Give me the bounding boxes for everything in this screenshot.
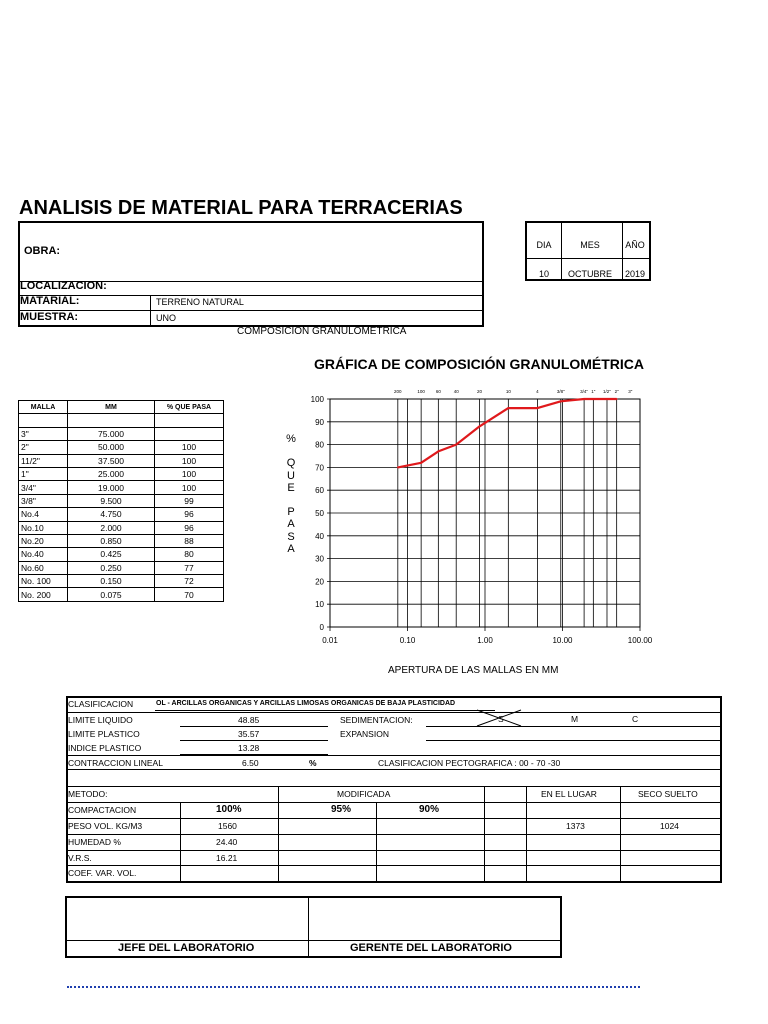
data-point	[437, 451, 439, 453]
y-tick-label: 70	[315, 463, 324, 473]
sieve-top-label: 20	[477, 389, 483, 394]
sieve-mm-cell: 0.150	[68, 575, 155, 588]
data-point	[583, 398, 585, 400]
obra-label: OBRA:	[24, 245, 61, 257]
y-tick-label: 30	[315, 554, 324, 564]
lp-label: LIMITE PLASTICO	[68, 729, 140, 739]
sed-label: SEDIMENTACION:	[340, 715, 413, 725]
ylabel-letter	[284, 445, 298, 457]
compactacion-label: COMPACTACION	[68, 805, 137, 815]
ylabel-letter: Q	[286, 457, 296, 470]
y-tick-label: 20	[315, 577, 324, 587]
sieve-mm-cell: 0.850	[68, 534, 155, 547]
sieve-top-label: 3/8"	[556, 389, 565, 394]
x-tick-label: 1.00	[477, 636, 493, 645]
ip-value: 13.28	[238, 743, 260, 753]
col-header-malla: MALLA	[19, 401, 68, 414]
sieve-malla-cell: 2"	[19, 441, 68, 454]
en-lugar-label: EN EL LUGAR	[541, 789, 597, 799]
cl-value: 6.50	[242, 758, 259, 768]
sieve-malla-cell: 3/8"	[19, 494, 68, 507]
y-tick-label: 50	[315, 509, 324, 518]
sieve-row	[19, 481, 224, 494]
chart-title: GRÁFICA DE COMPOSICIÓN GRANULOMÉTRICA	[314, 356, 645, 372]
sieve-malla-cell: No.60	[19, 561, 68, 574]
sieve-row	[19, 441, 224, 454]
p100-label: 100%	[216, 804, 242, 815]
sieve-malla-cell: 1"	[19, 467, 68, 480]
anio-value: 2019	[624, 269, 646, 279]
sieve-row	[19, 467, 224, 480]
sieve-mm-cell: 9.500	[68, 494, 155, 507]
pecto-label: CLASIFICACION PECTOGRAFICA : 00 - 70 -30	[378, 758, 561, 768]
sieve-pasa-cell: 96	[155, 521, 224, 534]
sieve-row	[19, 494, 224, 507]
ylabel-letter: P	[287, 506, 295, 519]
col-header-mm: MM	[68, 401, 155, 414]
sieve-top-label: 4	[536, 389, 539, 394]
y-tick-label: 100	[310, 395, 324, 404]
x-tick-label: 0.01	[322, 636, 338, 645]
sieve-row	[19, 534, 224, 547]
data-point	[455, 444, 457, 446]
data-point	[420, 462, 422, 464]
sieve-top-label: 3/4"	[580, 389, 589, 394]
exp-label: EXPANSION	[340, 729, 389, 739]
sieve-pasa-cell: 99	[155, 494, 224, 507]
y-tick-label: 60	[315, 486, 324, 496]
sieve-top-label: 200	[394, 389, 402, 394]
peso-100: 1560	[218, 821, 237, 831]
sieve-mm-cell: 0.075	[68, 588, 155, 601]
lp-value: 35.57	[238, 729, 260, 739]
metodo-label: METODO:	[68, 789, 108, 799]
peso-label: PESO VOL. KG/M3	[68, 821, 143, 831]
sieve-table-header	[19, 401, 224, 414]
p90-label: 90%	[419, 804, 440, 815]
material-label: MATARIAL:	[20, 295, 80, 307]
sieve-malla-cell	[19, 414, 68, 427]
sieve-mm-cell: 25.000	[68, 467, 155, 480]
vrs-label: V.R.S.	[68, 853, 92, 863]
sieve-pasa-cell: 80	[155, 548, 224, 561]
sieve-top-label: 2"	[614, 389, 619, 394]
muestra-label: MUESTRA:	[20, 311, 79, 323]
peso-seco: 1024	[660, 821, 679, 831]
cl-label: CONTRACCION LINEAL	[68, 758, 163, 768]
clasificacion-value: OL - ARCILLAS ORGANICAS Y ARCILLAS LIMOSAS ORGANICAS DE BAJA PLASTICIDAD	[156, 700, 456, 707]
sieve-top-label: 1/2"	[603, 389, 611, 394]
data-point	[592, 398, 594, 400]
sieve-row	[19, 548, 224, 561]
data-point	[507, 407, 509, 409]
sieve-mm-cell: 0.425	[68, 548, 155, 561]
x-tick-label: 0.10	[399, 636, 416, 645]
sieve-malla-cell: No. 200	[19, 588, 68, 601]
data-point	[479, 425, 481, 427]
anio-label: AÑO	[625, 240, 645, 250]
sieve-pasa-cell: 100	[155, 441, 224, 454]
sed-c: C	[632, 714, 639, 724]
ylabel-letter: S	[287, 530, 295, 543]
sieve-pasa-cell: 100	[155, 481, 224, 494]
dia-label: DIA	[536, 240, 552, 250]
sieve-mm-cell: 0.250	[68, 561, 155, 574]
sieve-malla-cell: 11/2"	[19, 454, 68, 467]
data-point	[397, 467, 399, 469]
sieve-row	[19, 575, 224, 588]
sieve-mm-cell: 4.750	[68, 508, 155, 521]
sieve-pasa-cell: 77	[155, 561, 224, 574]
sieve-top-label: 60	[435, 389, 441, 394]
sieve-pasa-cell	[155, 414, 224, 427]
sed-m: M	[571, 714, 579, 724]
sieve-malla-cell: No.40	[19, 548, 68, 561]
y-tick-label: 40	[315, 531, 324, 541]
peso-lugar: 1373	[566, 821, 585, 831]
muestra-value: UNO	[156, 313, 176, 323]
data-point	[606, 398, 608, 400]
sieve-table	[18, 400, 224, 602]
sieve-pasa-cell	[155, 427, 224, 440]
sieve-mm-cell: 37.500	[68, 454, 155, 467]
ylabel-letter: A	[287, 542, 295, 555]
sieve-row	[19, 561, 224, 574]
sieve-malla-cell: 3/4"	[19, 481, 68, 494]
y-tick-label: 10	[315, 600, 324, 610]
chart-ylabel	[284, 433, 298, 555]
seco-label: SECO SUELTO	[638, 789, 698, 799]
localizacion-label: LOCALIZACION:	[20, 280, 107, 292]
vrs-100: 16.21	[216, 853, 238, 863]
dia-value: 10	[538, 269, 549, 279]
cl-unit: %	[309, 758, 317, 768]
ll-label: LIMITE LIQUIDO	[68, 715, 133, 725]
sieve-pasa-cell: 100	[155, 454, 224, 467]
humedad-label: HUMEDAD %	[68, 837, 121, 847]
sieve-top-label: 40	[453, 389, 459, 394]
sieve-pasa-cell: 70	[155, 588, 224, 601]
ylabel-letter	[284, 494, 298, 506]
ip-label: INDICE PLASTICO	[68, 743, 142, 753]
gerente-signature-label: GERENTE DEL LABORATORIO	[350, 942, 512, 954]
ylabel-letter: U	[287, 469, 295, 482]
sed-s: S	[498, 714, 504, 724]
sieve-mm-cell: 2.000	[68, 521, 155, 534]
sieve-row	[19, 521, 224, 534]
sieve-pasa-cell: 72	[155, 575, 224, 588]
sieve-mm-cell	[68, 414, 155, 427]
sieve-row	[19, 427, 224, 440]
humedad-100: 24.40	[216, 837, 238, 847]
sieve-top-label: 3"	[628, 389, 633, 394]
sieve-malla-cell: 3"	[19, 427, 68, 440]
sieve-top-label: 100	[417, 389, 425, 394]
sieve-mm-cell: 19.000	[68, 481, 155, 494]
y-tick-label: 90	[315, 417, 324, 427]
material-value: TERRENO NATURAL	[156, 297, 244, 307]
x-tick-label: 100.00	[627, 636, 653, 645]
data-point	[560, 400, 562, 402]
jefe-signature-label: JEFE DEL LABORATORIO	[118, 942, 255, 954]
sieve-pasa-cell: 96	[155, 508, 224, 521]
sieve-row	[19, 588, 224, 601]
footer-divider	[67, 986, 640, 988]
granulometry-chart	[300, 383, 660, 653]
ylabel-letter: E	[287, 481, 295, 494]
sieve-malla-cell: No.10	[19, 521, 68, 534]
sieve-malla-cell: No.20	[19, 534, 68, 547]
sieve-row	[19, 454, 224, 467]
sieve-malla-cell: No.4	[19, 508, 68, 521]
coef-label: COEF. VAR. VOL.	[68, 868, 137, 878]
sieve-row	[19, 508, 224, 521]
chart-xlabel: APERTURA DE LAS MALLAS EN MM	[388, 665, 559, 676]
sieve-top-label: 10	[505, 389, 511, 394]
col-header-pasa: % QUE PASA	[155, 401, 224, 414]
y-tick-label: 80	[315, 440, 324, 450]
data-point	[537, 407, 539, 409]
mes-value: OCTUBRE	[567, 269, 612, 279]
sieve-pasa-cell: 88	[155, 534, 224, 547]
page-title: ANALISIS DE MATERIAL PARA TERRACERIAS	[19, 197, 463, 219]
sieve-mm-cell: 75.000	[68, 427, 155, 440]
header-box	[18, 221, 484, 327]
clasificacion-label: CLASIFICACION	[68, 699, 134, 709]
sieve-mm-cell: 50.000	[68, 441, 155, 454]
p95-label: 95%	[331, 804, 352, 815]
sieve-top-label: 1"	[591, 389, 596, 394]
y-tick-label: 0	[319, 623, 324, 632]
sieve-row	[19, 414, 224, 427]
mes-label: MES	[580, 240, 600, 250]
section-subtitle: COMPOSICION GRANULOMETRICA	[237, 326, 407, 337]
sieve-malla-cell: No. 100	[19, 575, 68, 588]
data-point	[616, 398, 618, 400]
ylabel-letter: A	[287, 518, 295, 531]
x-tick-label: 10.00	[552, 636, 573, 645]
ylabel-letter: %	[286, 433, 296, 445]
ll-value: 48.85	[238, 715, 260, 725]
sieve-pasa-cell: 100	[155, 467, 224, 480]
modificada-label: MODIFICADA	[337, 789, 391, 799]
